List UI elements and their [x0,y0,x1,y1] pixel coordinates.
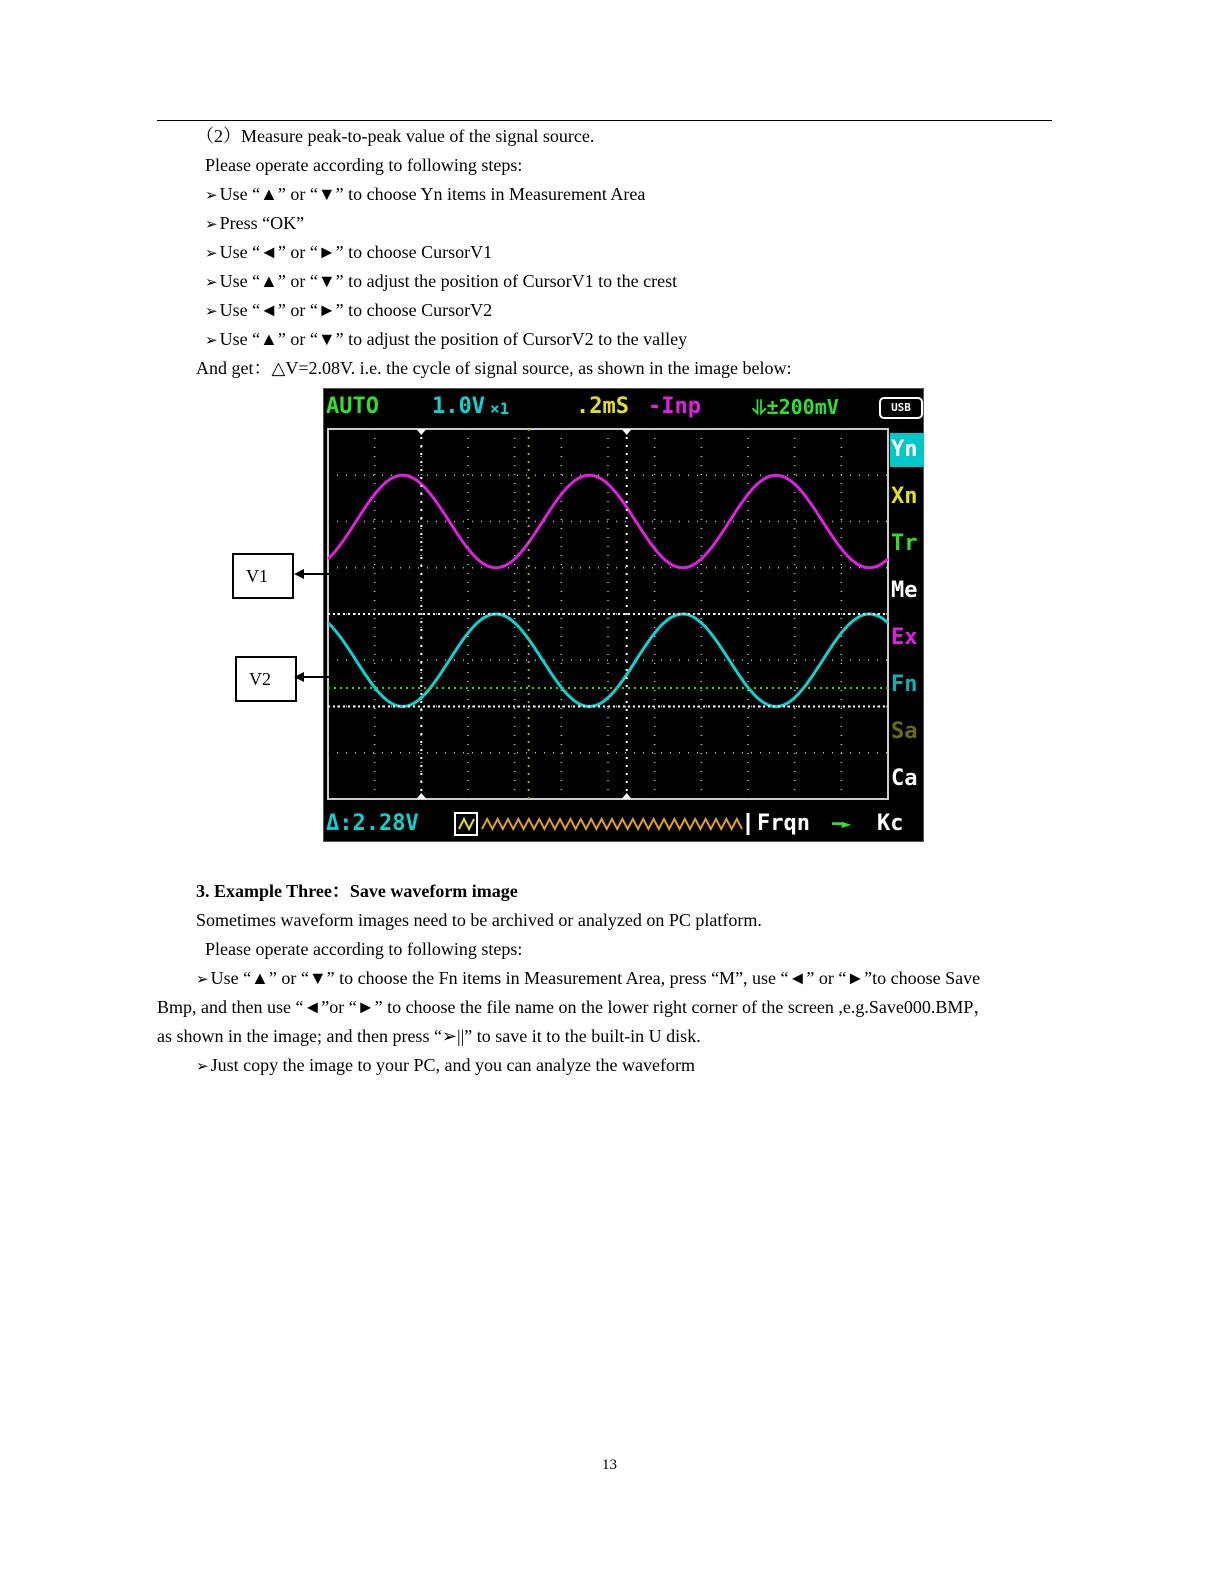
timebase-zigzag [454,811,750,837]
menu-item-yn[interactable]: Yn [890,433,924,467]
bullet-icon: ➢ [205,304,218,320]
save-step-1-cont: Bmp, and then use “◄”or “►” to choose the file name on the lower right corner of the screen ,e.g.Save000.BMP， [157,997,992,1017]
scope-input: -Inp [648,394,701,419]
bullet-icon: ➢ [205,217,218,233]
callout-arrows [292,560,332,690]
save-step-1-cont-2: as shown in the image; and then press “➢||” to save it to the built-in U disk. [157,1026,701,1046]
header-rule [157,120,1052,121]
delta-voltage: Δ:2.28V [326,811,419,836]
menu-item-me[interactable]: Me [891,578,918,603]
section-heading: 3. Example Three：Save waveform image [196,881,518,901]
scope-trigger: ⥥±200mV [752,395,839,419]
bullet-icon: ➢ [205,246,218,262]
menu-item-xn[interactable]: Xn [891,484,918,509]
callout-v1: V1 [232,553,294,599]
usb-icon: USB [879,397,923,419]
step-2: ➢ Press “OK” [205,213,305,233]
time-cursor-marker [416,429,426,435]
bullet-icon: ➢ [196,972,209,988]
arrow-right-icon: ━► [832,814,852,833]
oscilloscope-screenshot [323,388,924,842]
callout-v2: V2 [235,656,297,702]
time-cursor-marker [416,793,426,799]
scope-volt-div: 1.0V [432,394,485,419]
bullet-icon: ➢ [205,188,218,204]
paragraph-save-intro: Sometimes waveform images need to be archived or analyzed on PC platform. [196,910,762,930]
waveform-display [324,389,923,841]
paragraph-steps-intro-2: Please operate according to following steps: [205,939,523,959]
frequency-label: Frqn [757,811,810,836]
step-6: ➢ Use “▲” or “▼” to adjust the position of CursorV2 to the valley [205,329,688,349]
scope-probe: ×1 [490,399,510,418]
scope-bottom-bar [324,807,923,841]
save-step-1: ➢ Use “▲” or “▼” to choose the Fn items in Measurement Area, press “M”, use “◄” or “►”to choose Save [196,968,981,988]
scope-mode: AUTO [326,394,379,419]
menu-item-tr[interactable]: Tr [891,531,918,556]
step-3: ➢ Use “◄” or “►” to choose CursorV1 [205,242,493,262]
result-text: And get：△V=2.08V. i.e. the cycle of signal source, as shown in the image below: [196,358,792,378]
bullet-icon: ➢ [196,1059,209,1075]
step-5: ➢ Use “◄” or “►” to choose CursorV2 [205,300,493,320]
step-1: ➢ Use “▲” or “▼” to choose Yn items in Measurement Area [205,184,646,204]
time-cursor-marker [622,429,632,435]
menu-item-sa[interactable]: Sa [891,719,918,744]
save-step-2: ➢ Just copy the image to your PC, and you can analyze the waveform [196,1055,695,1075]
paragraph-measure-title: （2）Measure peak-to-peak value of the signal source. [196,126,595,146]
menu-item-ex[interactable]: Ex [891,625,918,650]
unit-label: Kc [877,811,904,836]
menu-item-fn[interactable]: Fn [891,672,918,697]
time-cursor-marker [622,793,632,799]
page-number: 13 [602,1457,617,1473]
paragraph-steps-intro: Please operate according to following steps: [205,155,523,175]
bullet-icon: ➢ [205,333,218,349]
bullet-icon: ➢ [205,275,218,291]
step-4: ➢ Use “▲” or “▼” to adjust the position of CursorV1 to the crest [205,271,678,291]
menu-item-ca[interactable]: Ca [891,766,918,791]
scope-time-div: .2mS [576,394,629,419]
